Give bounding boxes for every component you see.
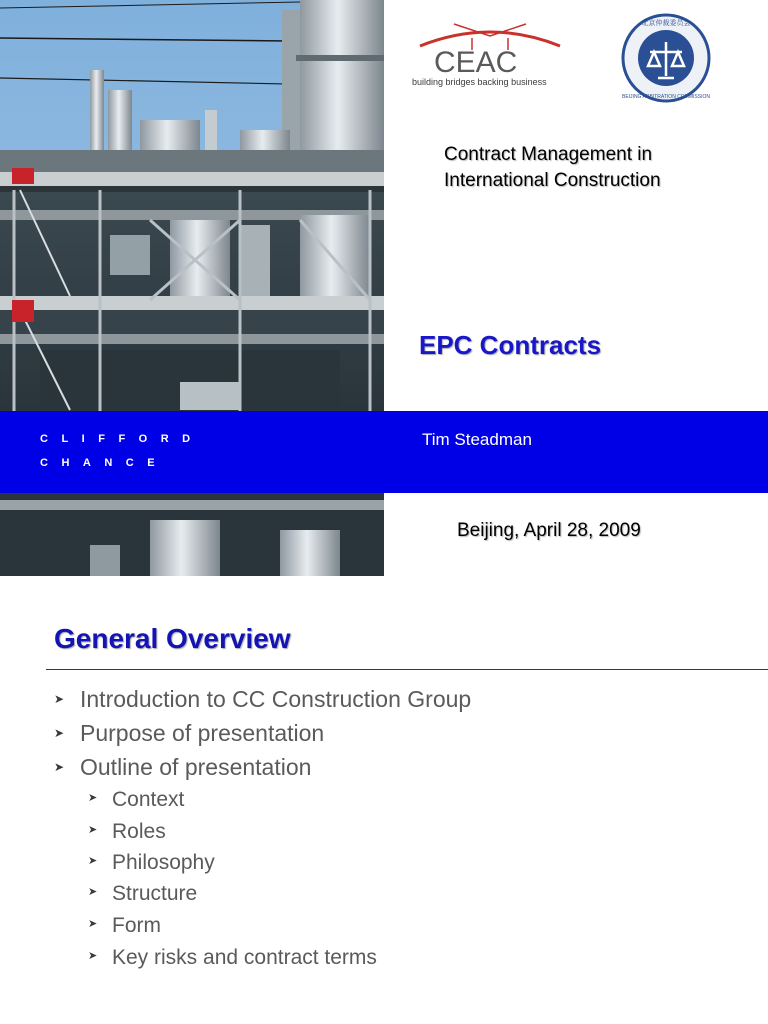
chevron-right-icon: ➤ [88,792,98,805]
presenter-name: Tim Steadman [422,430,532,449]
presentation-title: EPC Contracts [419,330,602,360]
list-item: ➤ Purpose of presentation [54,718,324,748]
sub-list-item: ➤ Philosophy [88,849,215,877]
svg-text:building bridges backing bus: building bridges backing business [412,77,547,87]
title-divider [46,669,768,670]
sub-list-item: ➤ Form [88,912,161,940]
chevron-right-icon: ➤ [88,824,98,837]
brand-line-2: CHANCE [40,457,169,469]
svg-text:北京仲裁委员会: 北京仲裁委员会 [641,20,691,27]
chevron-right-icon: ➤ [54,759,65,774]
sub-list-item: ➤ Structure [88,880,197,908]
list-item: ➤ Outline of presentation [54,752,311,782]
list-item: ➤ Introduction to CC Construction Group [54,684,471,714]
subtitle-line-2: International Construction [444,170,661,191]
brand-band [0,411,768,493]
svg-text:BEIJING ARBITRATION COMMISSION: BEIJING ARBITRATION COMMISSION [622,94,710,100]
chevron-right-icon: ➤ [88,918,98,931]
svg-text:CEAC: CEAC [434,46,518,79]
chevron-right-icon: ➤ [88,950,98,963]
subtitle [444,142,744,194]
chevron-right-icon: ➤ [54,725,65,740]
bridge-icon [410,22,570,92]
chevron-right-icon: ➤ [88,855,98,868]
presentation-date: Beijing, April 28, 2009 [457,520,641,541]
chevron-right-icon: ➤ [54,691,65,706]
sub-list-item: ➤ Key risks and contract terms [88,944,377,972]
overview-slide [0,576,768,1024]
ceac-logo [410,22,570,92]
sub-list-item: ➤ Context [88,786,184,814]
chevron-right-icon: ➤ [88,886,98,899]
scales-of-justice-icon [620,12,712,104]
sub-list-item: ➤ Roles [88,818,166,846]
subtitle-line-1: Contract Management in [444,144,653,165]
brand-line-1: CLIFFORD [40,433,204,445]
overview-title: General Overview [54,623,291,654]
arbitration-seal [620,12,712,104]
